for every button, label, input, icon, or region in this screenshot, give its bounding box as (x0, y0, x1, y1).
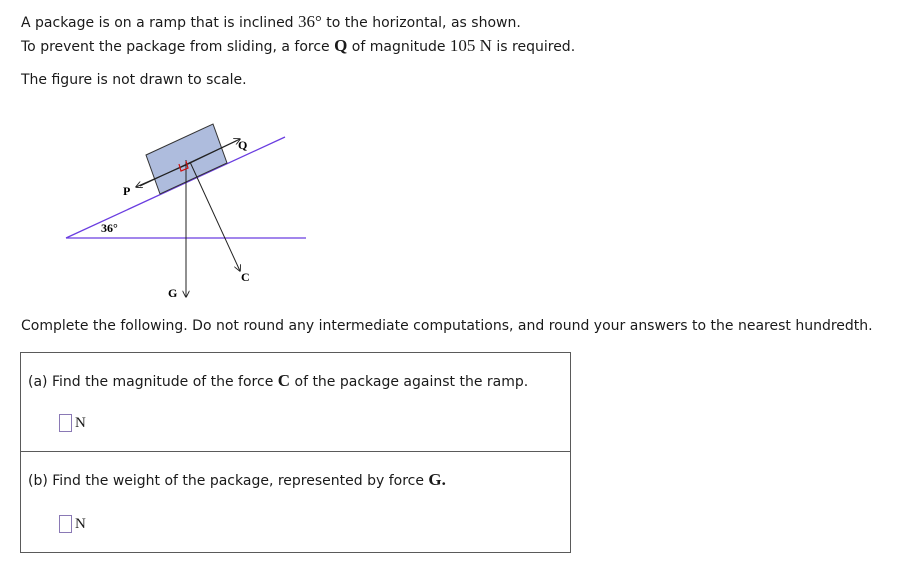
instructions: Complete the following. Do not round any intermediate computations, and round your answers to the nearest hundredth. (21, 318, 873, 334)
intro-text-2a: To prevent the package from sliding, a force (21, 39, 335, 55)
angle-value: 36° (298, 12, 322, 31)
force-magnitude: 105 N (449, 36, 492, 55)
part-b-prefix: (b) Find the weight of the package, represented by force (28, 473, 429, 489)
part-a-force: C (277, 371, 291, 390)
part-a-unit: N (75, 414, 86, 431)
label-q: Q (238, 138, 248, 152)
part-a-prefix: (a) Find the magnitude of the force (28, 374, 278, 390)
part-b-force: G. (428, 470, 446, 489)
label-p: P (123, 184, 131, 198)
part-b-answer-row (59, 515, 86, 533)
part-b-unit: N (75, 515, 86, 532)
intro-text-2b: of magnitude (347, 39, 450, 55)
label-g: G (168, 286, 178, 300)
force-c-arrow (190, 162, 240, 271)
part-b-panel (20, 451, 571, 553)
intro-text-2c: is required. (491, 39, 576, 55)
part-a-answer-row (59, 414, 86, 432)
part-a-answer-input[interactable] (59, 414, 72, 432)
part-a-question (28, 372, 528, 391)
scale-note: The figure is not drawn to scale. (21, 72, 247, 88)
label-c: C (241, 270, 250, 284)
intro-text-1a: A package is on a ramp that is inclined (21, 15, 299, 31)
part-a-suffix: of the package against the ramp. (290, 374, 529, 390)
part-a-panel (20, 352, 571, 452)
force-q-symbol: Q (334, 36, 348, 55)
part-b-answer-input[interactable] (59, 515, 72, 533)
label-angle: 36° (101, 221, 118, 235)
part-b-question (28, 471, 446, 490)
intro-text-1b: to the horizontal, as shown. (321, 15, 521, 31)
